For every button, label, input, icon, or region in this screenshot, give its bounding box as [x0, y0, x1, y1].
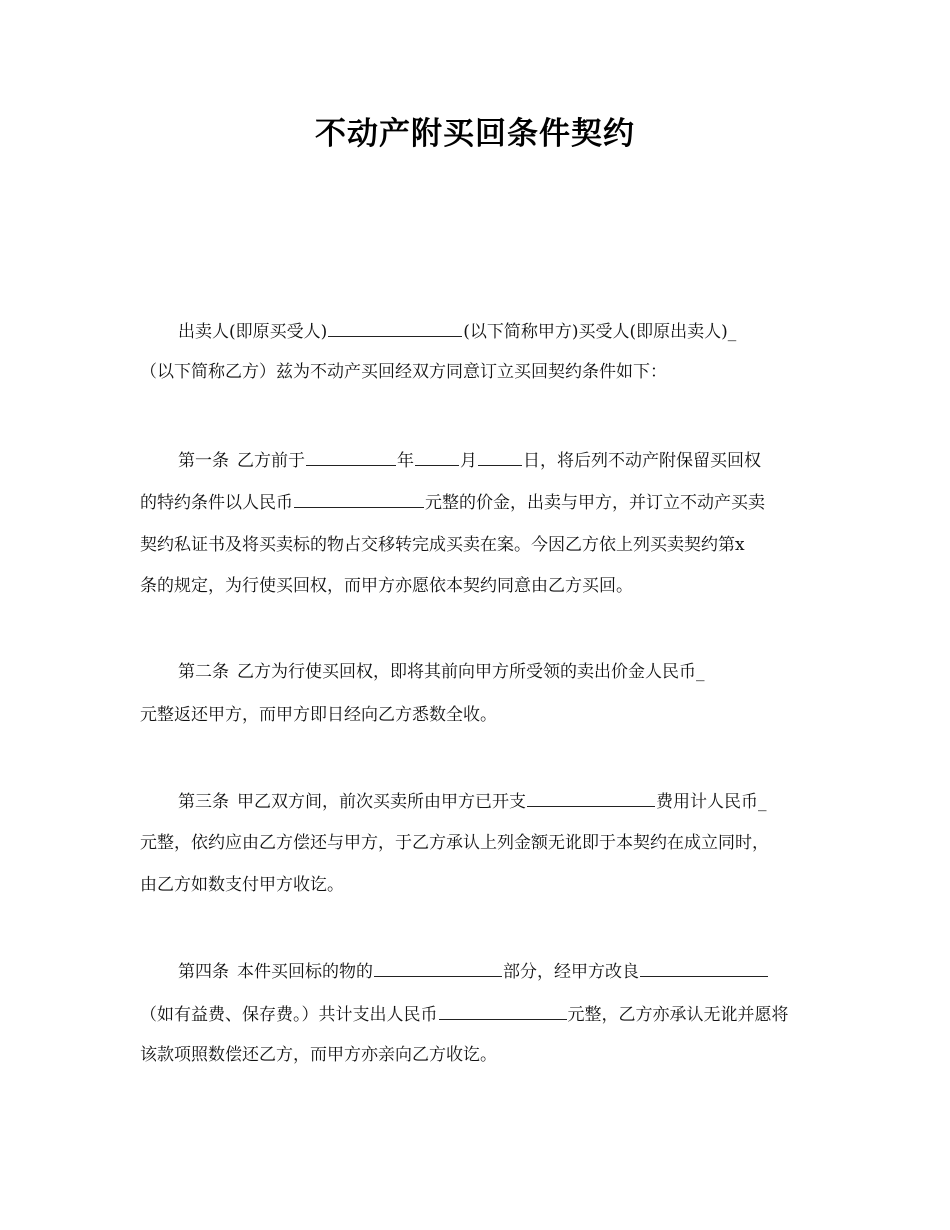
improved-part-blank[interactable] — [374, 958, 502, 977]
article-4-label: 第四条 — [178, 962, 229, 982]
buyer-label: (以下简称甲方)买受人(即原出卖人)_ — [463, 322, 737, 342]
article-1-line-2: 的特约条件以人民币 元整的价金，出卖与甲方，并订立不动产买卖 — [140, 489, 820, 515]
seller-label: 出卖人(即原买受人) — [178, 322, 328, 342]
article-4-line-2: （如有益费、保存费。）共计支出人民币 元整，乙方亦承认无讹并愿将 — [140, 1001, 820, 1027]
day-blank[interactable] — [478, 447, 522, 466]
article-3-line-1: 第三条 甲乙双方间，前次买卖所由甲方已开支 费用计人民币_ — [178, 788, 858, 814]
expense-item-blank[interactable] — [527, 788, 655, 807]
article-4-line-1: 第四条 本件买回标的物的 部分，经甲方改良 — [178, 958, 858, 984]
article-1-line-3: 契约私证书及将买卖标的物占交移转完成买卖在案。今因乙方依上列买卖契约第x — [140, 535, 745, 555]
preamble-line-1 — [178, 318, 858, 344]
article-4-line-3: 该款项照数偿还乙方，而甲方亦亲向乙方收讫。 — [140, 1045, 497, 1065]
article-1-label: 第一条 — [178, 451, 229, 471]
year-blank[interactable] — [306, 447, 396, 466]
article-3-label: 第三条 — [178, 792, 229, 812]
party-a-name-blank[interactable] — [328, 318, 462, 337]
improvement-cost-blank[interactable] — [439, 1001, 567, 1020]
article-2-label: 第二条 — [178, 662, 229, 682]
article-3-line-2: 元整，依约应由乙方偿还与甲方，于乙方承认上列金额无讹即于本契约在成立同时， — [140, 833, 769, 853]
article-2-line-2: 元整返还甲方，而甲方即日经向乙方悉数全收。 — [140, 705, 497, 725]
article-2-line-1: 第二条 乙方为行使买回权，即将其前向甲方所受领的卖出价金人民币_ — [178, 662, 705, 682]
improvement-blank[interactable] — [640, 958, 768, 977]
month-blank[interactable] — [415, 447, 459, 466]
article-1-line-1: 第一条 乙方前于 年 月 日，将后列不动产附保留买回权 — [178, 447, 858, 473]
article-1-line-4: 条的规定，为行使买回权，而甲方亦愿依本契约同意由乙方买回。 — [140, 576, 633, 596]
preamble-line-2: （以下简称乙方）兹为不动产买回经双方同意订立买回契约条件如下： — [140, 362, 667, 382]
article-3-line-3: 由乙方如数支付甲方收讫。 — [140, 875, 344, 895]
price-blank[interactable] — [294, 489, 424, 508]
document-title: 不动产附买回条件契约 — [315, 116, 635, 152]
